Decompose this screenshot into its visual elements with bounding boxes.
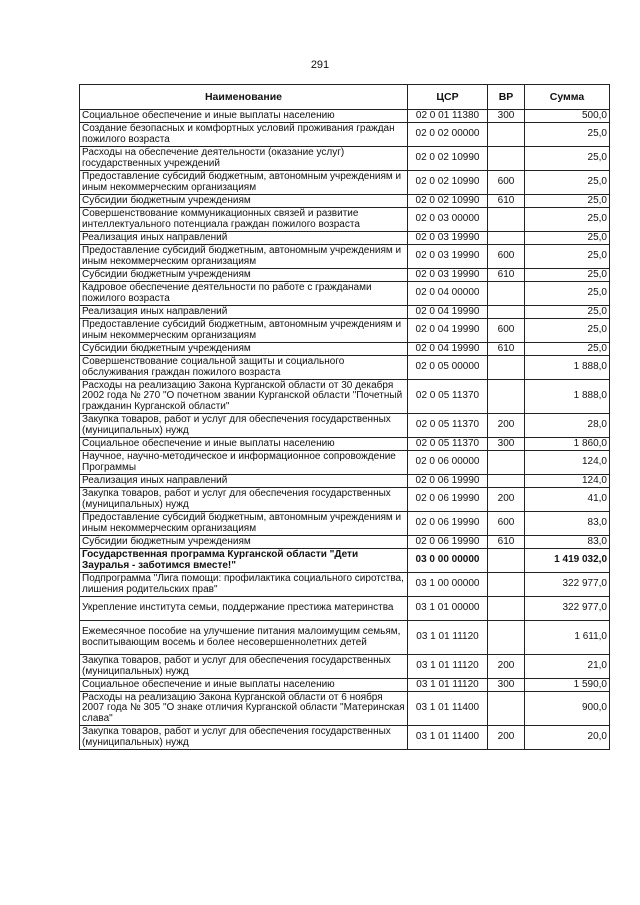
row-sum-cell: 1 590,0 xyxy=(525,679,610,692)
table-row xyxy=(80,621,610,655)
table-row xyxy=(80,319,610,343)
row-csr-cell: 03 1 01 00000 xyxy=(408,597,488,621)
table-row xyxy=(80,451,610,475)
table-row xyxy=(80,171,610,195)
row-sum-cell: 25,0 xyxy=(525,195,610,208)
row-sum-cell: 20,0 xyxy=(525,726,610,750)
table-row xyxy=(80,536,610,549)
row-vr-cell xyxy=(488,123,525,147)
row-vr-cell: 300 xyxy=(488,110,525,123)
row-name-cell: Реализация иных направлений xyxy=(80,306,408,319)
row-csr-cell: 02 0 03 19990 xyxy=(408,245,488,269)
row-name-cell: Предоставление субсидий бюджетным, автономным учреждениям и иным некоммерческим организациям xyxy=(80,245,408,269)
table-header-row xyxy=(80,85,610,110)
row-vr-cell: 610 xyxy=(488,536,525,549)
row-name-cell: Закупка товаров, работ и услуг для обеспечения государственных (муниципальных) нужд xyxy=(80,655,408,679)
row-name-cell: Подпрограмма "Лига помощи: профилактика социального сиротства, лишения родительских прав" xyxy=(80,573,408,597)
table-row xyxy=(80,573,610,597)
row-csr-cell: 02 0 05 11370 xyxy=(408,380,488,414)
row-vr-cell xyxy=(488,208,525,232)
table-row xyxy=(80,343,610,356)
row-csr-cell: 03 1 01 11120 xyxy=(408,679,488,692)
row-sum-cell: 25,0 xyxy=(525,282,610,306)
row-csr-cell: 02 0 02 10990 xyxy=(408,195,488,208)
row-name-cell: Создание безопасных и комфортных условий проживания граждан пожилого возраста xyxy=(80,123,408,147)
row-vr-cell xyxy=(488,451,525,475)
row-csr-cell: 02 0 04 00000 xyxy=(408,282,488,306)
row-sum-cell: 25,0 xyxy=(525,319,610,343)
row-csr-cell: 02 0 06 19990 xyxy=(408,512,488,536)
row-sum-cell: 25,0 xyxy=(525,232,610,245)
row-name-cell: Укрепление института семьи, поддержание престижа материнства xyxy=(80,597,408,621)
row-vr-cell xyxy=(488,282,525,306)
row-name-cell: Субсидии бюджетным учреждениям xyxy=(80,343,408,356)
table-row xyxy=(80,195,610,208)
row-csr-cell: 02 0 03 00000 xyxy=(408,208,488,232)
row-csr-cell: 02 0 03 19990 xyxy=(408,232,488,245)
row-csr-cell: 02 0 06 19990 xyxy=(408,475,488,488)
row-vr-cell xyxy=(488,147,525,171)
row-name-cell: Ежемесячное пособие на улучшение питания малоимущим семьям, воспитывающим восемь и более несовершеннолетних детей xyxy=(80,621,408,655)
row-sum-cell: 83,0 xyxy=(525,536,610,549)
table-row xyxy=(80,475,610,488)
row-csr-cell: 03 1 01 11120 xyxy=(408,621,488,655)
row-vr-cell xyxy=(488,621,525,655)
row-name-cell: Реализация иных направлений xyxy=(80,232,408,245)
table-body xyxy=(80,110,610,750)
row-name-cell: Совершенствование коммуникационных связей и развитие интеллектуального потенциала граждан пожилого возраста xyxy=(80,208,408,232)
row-name-cell: Социальное обеспечение и иные выплаты населению xyxy=(80,438,408,451)
row-sum-cell: 322 977,0 xyxy=(525,597,610,621)
row-vr-cell: 600 xyxy=(488,319,525,343)
row-vr-cell xyxy=(488,573,525,597)
row-csr-cell: 02 0 05 11370 xyxy=(408,438,488,451)
row-sum-cell: 1 860,0 xyxy=(525,438,610,451)
row-csr-cell: 02 0 05 00000 xyxy=(408,356,488,380)
row-sum-cell: 124,0 xyxy=(525,475,610,488)
row-vr-cell: 200 xyxy=(488,414,525,438)
row-sum-cell: 900,0 xyxy=(525,692,610,726)
row-csr-cell: 02 0 02 10990 xyxy=(408,171,488,195)
row-csr-cell: 02 0 04 19990 xyxy=(408,319,488,343)
row-vr-cell: 300 xyxy=(488,438,525,451)
header-sum: Сумма xyxy=(525,85,610,110)
row-sum-cell: 41,0 xyxy=(525,488,610,512)
row-name-cell: Государственная программа Курганской области "Дети Зауралья - заботимся вместе!" xyxy=(80,549,408,573)
row-name-cell: Закупка товаров, работ и услуг для обеспечения государственных (муниципальных) нужд xyxy=(80,488,408,512)
table-row xyxy=(80,438,610,451)
row-vr-cell: 610 xyxy=(488,269,525,282)
header-name: Наименование xyxy=(80,85,408,110)
row-vr-cell xyxy=(488,306,525,319)
row-csr-cell: 03 1 01 11400 xyxy=(408,692,488,726)
table-row xyxy=(80,306,610,319)
row-csr-cell: 03 1 00 00000 xyxy=(408,573,488,597)
row-name-cell: Расходы на реализацию Закона Курганской области от 6 ноября 2007 года № 305 "О знаке отличия Курганской области "Материнская слава" xyxy=(80,692,408,726)
row-csr-cell: 02 0 06 00000 xyxy=(408,451,488,475)
table-row xyxy=(80,549,610,573)
table-row xyxy=(80,597,610,621)
row-csr-cell: 02 0 02 00000 xyxy=(408,123,488,147)
table-row xyxy=(80,232,610,245)
header-vr: ВР xyxy=(488,85,525,110)
row-sum-cell: 25,0 xyxy=(525,245,610,269)
row-sum-cell: 1 611,0 xyxy=(525,621,610,655)
row-name-cell: Социальное обеспечение и иные выплаты населению xyxy=(80,110,408,123)
table-row xyxy=(80,655,610,679)
table-row xyxy=(80,512,610,536)
table-row xyxy=(80,679,610,692)
row-sum-cell: 83,0 xyxy=(525,512,610,536)
row-vr-cell: 600 xyxy=(488,245,525,269)
row-sum-cell: 28,0 xyxy=(525,414,610,438)
row-sum-cell: 25,0 xyxy=(525,269,610,282)
row-sum-cell: 1 419 032,0 xyxy=(525,549,610,573)
table-row xyxy=(80,414,610,438)
row-name-cell: Кадровое обеспечение деятельности по работе с гражданами пожилого возраста xyxy=(80,282,408,306)
row-vr-cell xyxy=(488,597,525,621)
row-sum-cell: 25,0 xyxy=(525,171,610,195)
row-vr-cell xyxy=(488,549,525,573)
row-vr-cell: 200 xyxy=(488,488,525,512)
row-csr-cell: 02 0 05 11370 xyxy=(408,414,488,438)
row-sum-cell: 21,0 xyxy=(525,655,610,679)
row-sum-cell: 1 888,0 xyxy=(525,356,610,380)
header-csr: ЦСР xyxy=(408,85,488,110)
table-row xyxy=(80,245,610,269)
row-name-cell: Социальное обеспечение и иные выплаты населению xyxy=(80,679,408,692)
row-name-cell: Субсидии бюджетным учреждениям xyxy=(80,195,408,208)
row-name-cell: Предоставление субсидий бюджетным, автономным учреждениям и иным некоммерческим организациям xyxy=(80,512,408,536)
table-row xyxy=(80,282,610,306)
row-name-cell: Расходы на реализацию Закона Курганской области от 30 декабря 2002 года № 270 "О почетном звании Курганской области "Почетный гражданин Курганской области" xyxy=(80,380,408,414)
row-csr-cell: 02 0 01 11380 xyxy=(408,110,488,123)
row-csr-cell: 03 1 01 11120 xyxy=(408,655,488,679)
table-row xyxy=(80,269,610,282)
row-sum-cell: 25,0 xyxy=(525,343,610,356)
row-csr-cell: 02 0 04 19990 xyxy=(408,343,488,356)
table-row xyxy=(80,380,610,414)
row-vr-cell: 610 xyxy=(488,343,525,356)
row-csr-cell: 02 0 06 19990 xyxy=(408,536,488,549)
row-vr-cell: 300 xyxy=(488,679,525,692)
table-row xyxy=(80,356,610,380)
row-sum-cell: 25,0 xyxy=(525,147,610,171)
page-number: 291 xyxy=(310,59,330,71)
row-csr-cell: 03 0 00 00000 xyxy=(408,549,488,573)
row-csr-cell: 02 0 02 10990 xyxy=(408,147,488,171)
table-row xyxy=(80,208,610,232)
row-name-cell: Закупка товаров, работ и услуг для обеспечения государственных (муниципальных) нужд xyxy=(80,726,408,750)
row-name-cell: Предоставление субсидий бюджетным, автономным учреждениям и иным некоммерческим организациям xyxy=(80,319,408,343)
row-vr-cell xyxy=(488,380,525,414)
row-sum-cell: 25,0 xyxy=(525,306,610,319)
row-sum-cell: 124,0 xyxy=(525,451,610,475)
row-sum-cell: 500,0 xyxy=(525,110,610,123)
row-name-cell: Расходы на обеспечение деятельности (оказание услуг) государственных учреждений xyxy=(80,147,408,171)
row-csr-cell: 02 0 03 19990 xyxy=(408,269,488,282)
row-vr-cell xyxy=(488,692,525,726)
table-row xyxy=(80,488,610,512)
row-name-cell: Научное, научно-методическое и информационное сопровождение Программы xyxy=(80,451,408,475)
row-vr-cell: 200 xyxy=(488,655,525,679)
table-row xyxy=(80,726,610,750)
row-vr-cell: 600 xyxy=(488,512,525,536)
table-row xyxy=(80,147,610,171)
row-vr-cell: 600 xyxy=(488,171,525,195)
row-name-cell: Совершенствование социальной защиты и социального обслуживания граждан пожилого возраста xyxy=(80,356,408,380)
row-csr-cell: 02 0 06 19990 xyxy=(408,488,488,512)
table-row xyxy=(80,110,610,123)
table-row xyxy=(80,123,610,147)
row-vr-cell: 610 xyxy=(488,195,525,208)
row-sum-cell: 25,0 xyxy=(525,123,610,147)
budget-table xyxy=(79,84,610,750)
row-vr-cell: 200 xyxy=(488,726,525,750)
row-csr-cell: 03 1 01 11400 xyxy=(408,726,488,750)
table-row xyxy=(80,692,610,726)
row-name-cell: Субсидии бюджетным учреждениям xyxy=(80,269,408,282)
row-sum-cell: 25,0 xyxy=(525,208,610,232)
row-vr-cell xyxy=(488,232,525,245)
row-name-cell: Реализация иных направлений xyxy=(80,475,408,488)
row-sum-cell: 1 888,0 xyxy=(525,380,610,414)
row-name-cell: Предоставление субсидий бюджетным, автономным учреждениям и иным некоммерческим организациям xyxy=(80,171,408,195)
row-name-cell: Закупка товаров, работ и услуг для обеспечения государственных (муниципальных) нужд xyxy=(80,414,408,438)
row-csr-cell: 02 0 04 19990 xyxy=(408,306,488,319)
row-vr-cell xyxy=(488,475,525,488)
row-name-cell: Субсидии бюджетным учреждениям xyxy=(80,536,408,549)
row-sum-cell: 322 977,0 xyxy=(525,573,610,597)
row-vr-cell xyxy=(488,356,525,380)
